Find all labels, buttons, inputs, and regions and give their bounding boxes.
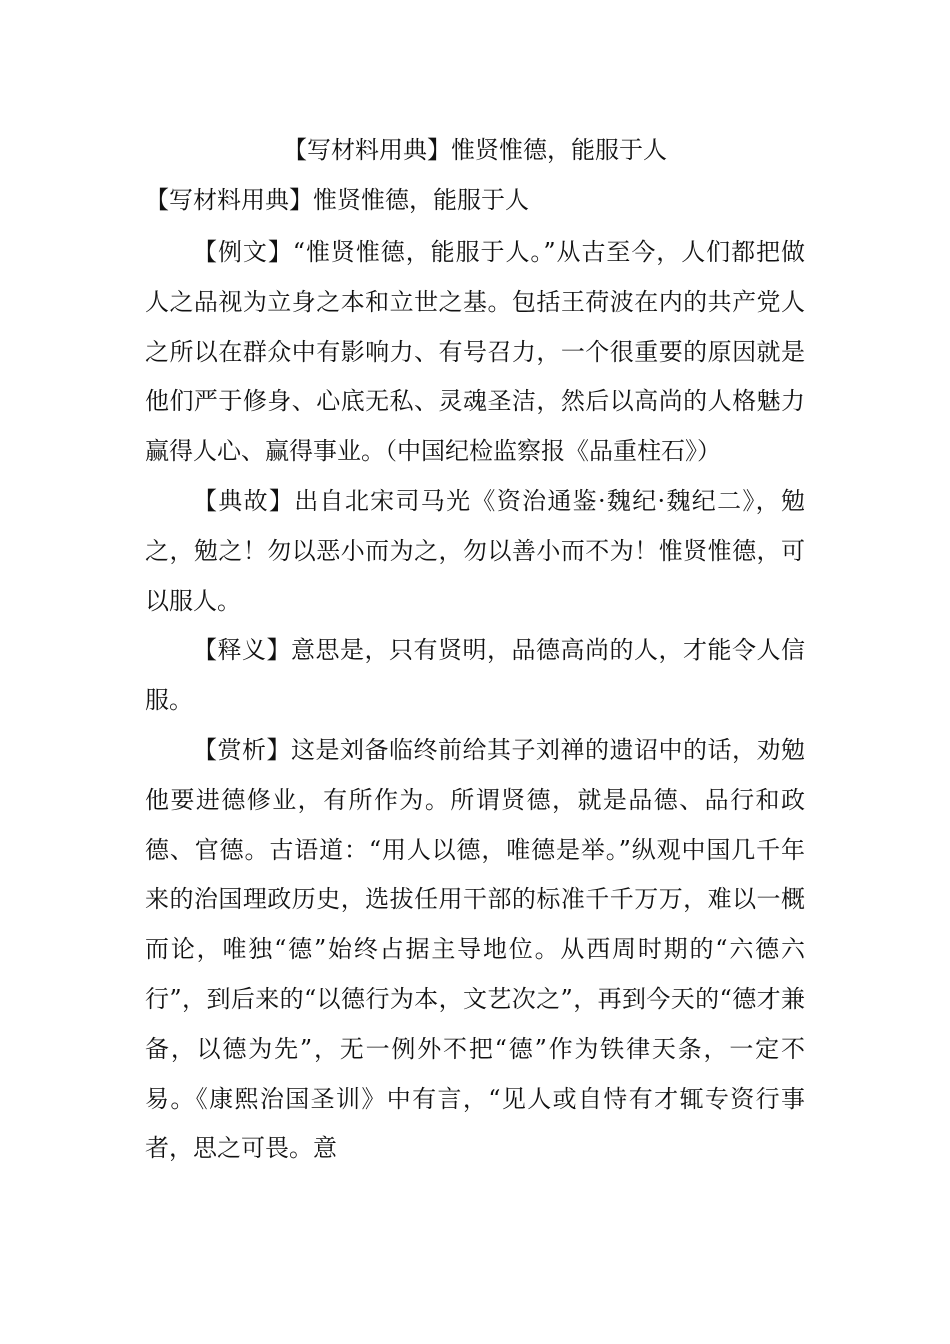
paragraph-meaning: 【释义】意思是，只有贤明，品德高尚的人，才能令人信服。 (145, 636, 805, 715)
paragraph-allusion: 【典故】出自北宋司马光《资治通鉴·魏纪·魏纪二》，勉之，勉之！勿以恶小而为之，勿以善小而不为！惟贤惟德，可以服人。 (145, 486, 805, 615)
paragraph-appreciation: 【赏析】这是刘备临终前给其子刘禅的遗诏中的话，劝勉他要进德修业，有所作为。所谓贤德，就是品德、品行和政德、官德。古语道：“用人以德，唯德是举。”纵观中国几千年来的治国理政历史，选拔任用干部的标准千千万万，难以一概而论，唯独“德”始终占据主导地位。从西周时期的“六德六行”，到后来的“以德行为本，文艺次之”，再到今天的“德才兼备，以德为先”，无一例外不把“德”作为铁律天条，一定不易。《康熙治国圣训》中有言，“见人或自恃有才辄专资行事者，思之可畏。意 (145, 735, 805, 1163)
paragraph-example: 【例文】“惟贤惟德，能服于人。”从古至今，人们都把做人之品视为立身之本和立世之基。包括王荷波在内的共产党人之所以在群众中有影响力、有号召力，一个很重要的原因就是他们严于修身、心底无私、灵魂圣洁，然后以高尚的人格魅力赢得人心、赢得事业。（中国纪检监察报《品重柱石》） (145, 238, 805, 466)
document-title: 【写材料用典】惟贤惟德，能服于人 (283, 136, 667, 164)
document-subtitle: 【写材料用典】惟贤惟德，能服于人 (145, 186, 529, 214)
document-body (145, 228, 805, 1174)
